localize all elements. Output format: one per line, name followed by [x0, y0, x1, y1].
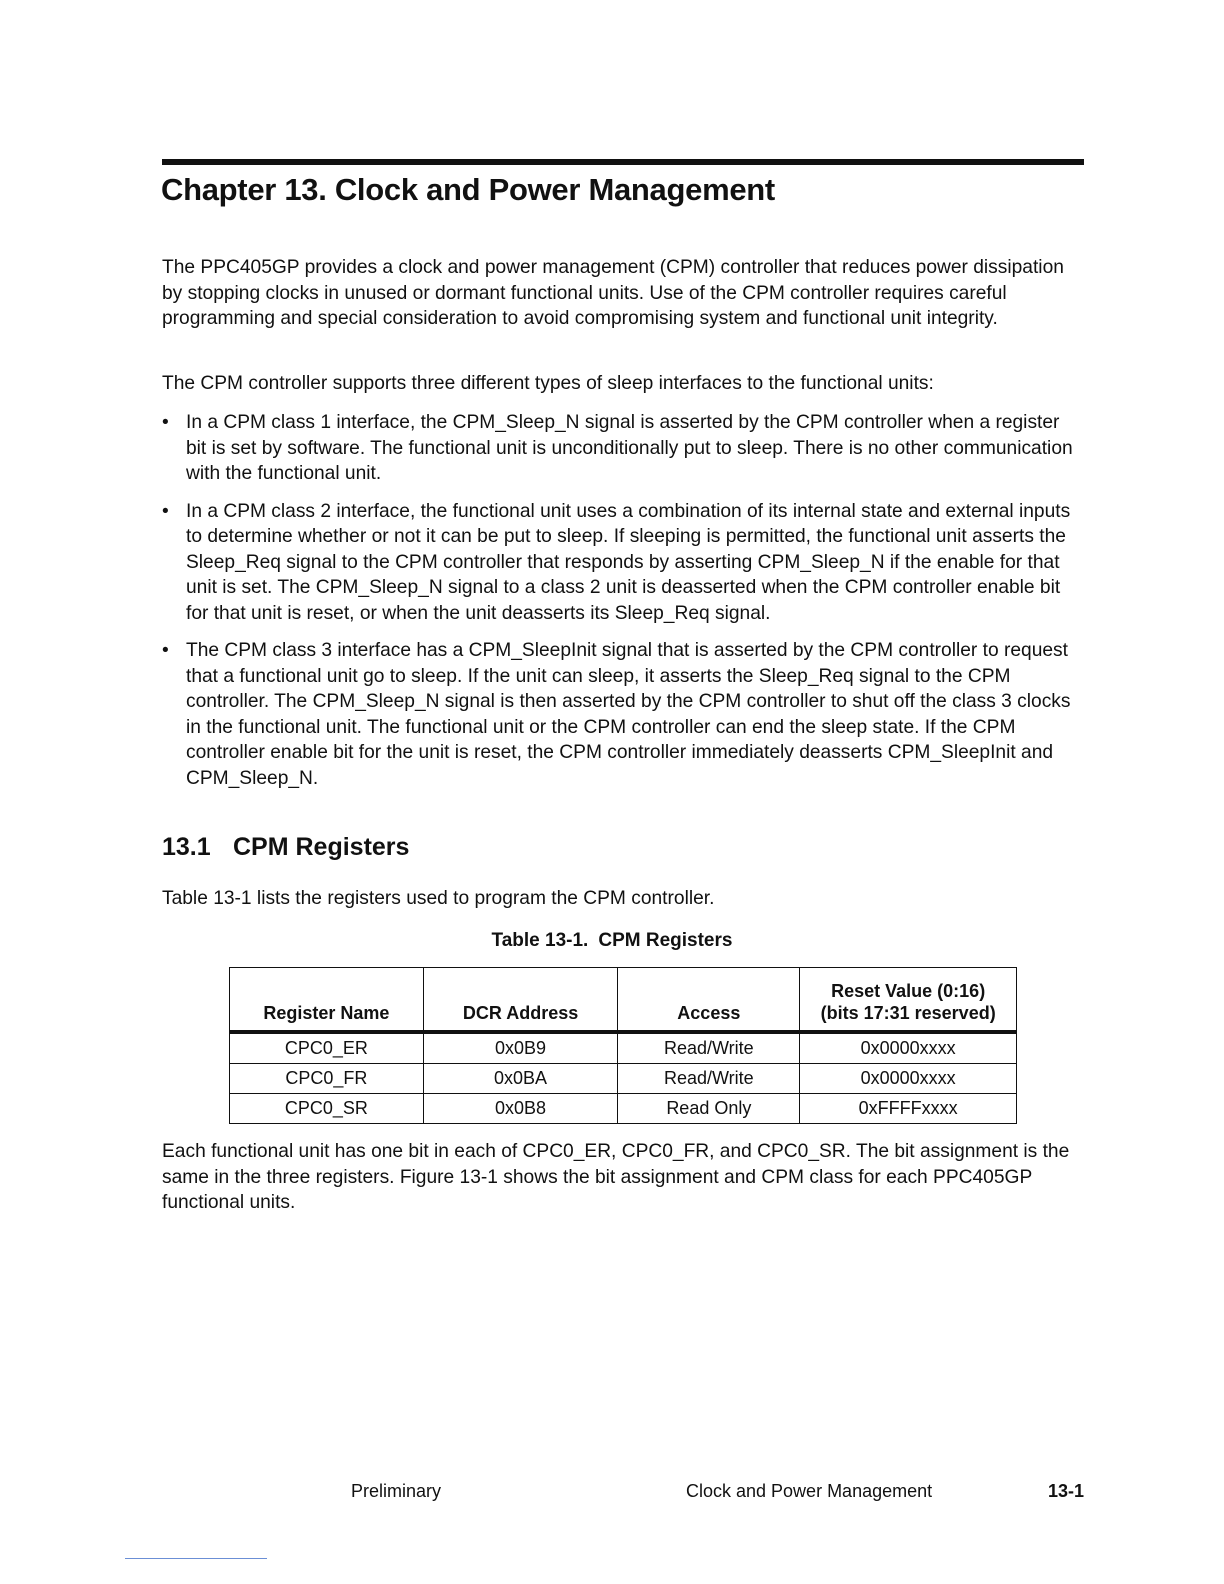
bullet-marker: • [162, 500, 169, 522]
list-item-text: The CPM class 3 interface has a CPM_SleepInit signal that is asserted by the CPM controller to request that a functional unit go to sleep. If the unit can sleep, it asserts the Sleep_Req signal to the CPM controller. The CPM_Sleep_N signal is then asserted by the CPM controller to shut off the class 3 clocks in the functional unit. The functional unit or the CPM controller can end the sleep state. If the CPM controller enable bit for the unit is reset, the CPM controller immediately deasserts CPM_SleepInit and CPM_Sleep_N. [186, 640, 1071, 789]
sleep-interface-list [162, 410, 1084, 803]
header-reset-value [800, 968, 1017, 1033]
section-intro: Table 13-1 lists the registers used to program the CPM controller. [162, 888, 715, 909]
cell-reset-value: 0x0000xxxx [800, 1032, 1017, 1064]
header-register-name: Register Name [230, 968, 424, 1033]
cell-access: Read/Write [618, 1064, 800, 1094]
table-row [230, 1064, 1017, 1094]
table-row [230, 1032, 1017, 1064]
list-item [162, 499, 1084, 627]
cell-register-name: CPC0_ER [230, 1032, 424, 1064]
intro-paragraph-1: The PPC405GP provides a clock and power management (CPM) controller that reduces power dissipation by stopping clocks in unused or dormant functional units. Use of the CPM controller requires careful programming and special consideration to avoid compromising system and functional unit integrity. [162, 257, 1064, 329]
cell-register-name: CPC0_FR [230, 1064, 424, 1094]
cell-reset-value: 0x0000xxxx [800, 1064, 1017, 1094]
cell-dcr-address: 0x0BA [423, 1064, 618, 1094]
cpm-registers-table [229, 967, 1017, 1124]
cell-access: Read/Write [618, 1032, 800, 1064]
header-reset-line2: (bits 17:31 reserved) [820, 1003, 996, 1023]
chapter-title: Chapter 13. Clock and Power Management [161, 172, 775, 207]
section-number: 13.1 [162, 833, 211, 861]
intro-paragraph-2: The CPM controller supports three different types of sleep interfaces to the functional units: [162, 373, 934, 394]
cell-dcr-address: 0x0B8 [423, 1094, 618, 1124]
footer-chapter-name: Clock and Power Management [686, 1481, 933, 1501]
cell-access: Read Only [618, 1094, 800, 1124]
table-row [230, 1094, 1017, 1124]
list-item-text: In a CPM class 2 interface, the functional unit uses a combination of its internal state and external inputs to determine whether or not it can be put to sleep. If sleeping is permitted, the functional unit asserts the Sleep_Req signal to the CPM controller that responds by asserting CPM_Sleep_N if the enable for that unit is set. The CPM_Sleep_N signal to a class 2 unit is deasserted when the CPM controller enable bit for that unit is reset, or when the unit deasserts its Sleep_Req signal. [186, 500, 1071, 624]
table-caption [0, 930, 1224, 952]
footer-page-number: 13-1 [1048, 1481, 1085, 1501]
header-dcr-address: DCR Address [423, 968, 618, 1033]
section-heading [162, 833, 409, 862]
table-caption-label: Table 13-1. [491, 930, 589, 951]
bullet-marker: • [162, 412, 169, 433]
table-caption-title: CPM Registers [598, 930, 733, 951]
section-title: CPM Registers [233, 833, 410, 861]
list-item-text: In a CPM class 1 interface, the CPM_Sleep_N signal is asserted by the CPM controller when a register bit is set by software. The functional unit is unconditionally put to sleep. There is no other communication with the functional unit. [186, 412, 1073, 484]
header-reset-line1: Reset Value (0:16) [831, 981, 986, 1001]
table-header-row [230, 968, 1017, 1033]
cell-reset-value: 0xFFFFxxxx [800, 1094, 1017, 1124]
closing-paragraph: Each functional unit has one bit in each of CPC0_ER, CPC0_FR, and CPC0_SR. The bit assignment is the same in the three registers. Figure 13-1 shows the bit assignment and CPM class for each PPC405GP functional units. [162, 1141, 1070, 1213]
list-item [162, 638, 1084, 791]
header-access: Access [618, 968, 800, 1033]
cell-dcr-address: 0x0B9 [423, 1032, 618, 1064]
bottom-divider [125, 1558, 267, 1559]
cell-register-name: CPC0_SR [230, 1094, 424, 1124]
list-item [162, 410, 1084, 487]
footer-status: Preliminary [351, 1481, 442, 1501]
chapter-top-rule [162, 159, 1084, 165]
bullet-marker: • [162, 640, 169, 661]
